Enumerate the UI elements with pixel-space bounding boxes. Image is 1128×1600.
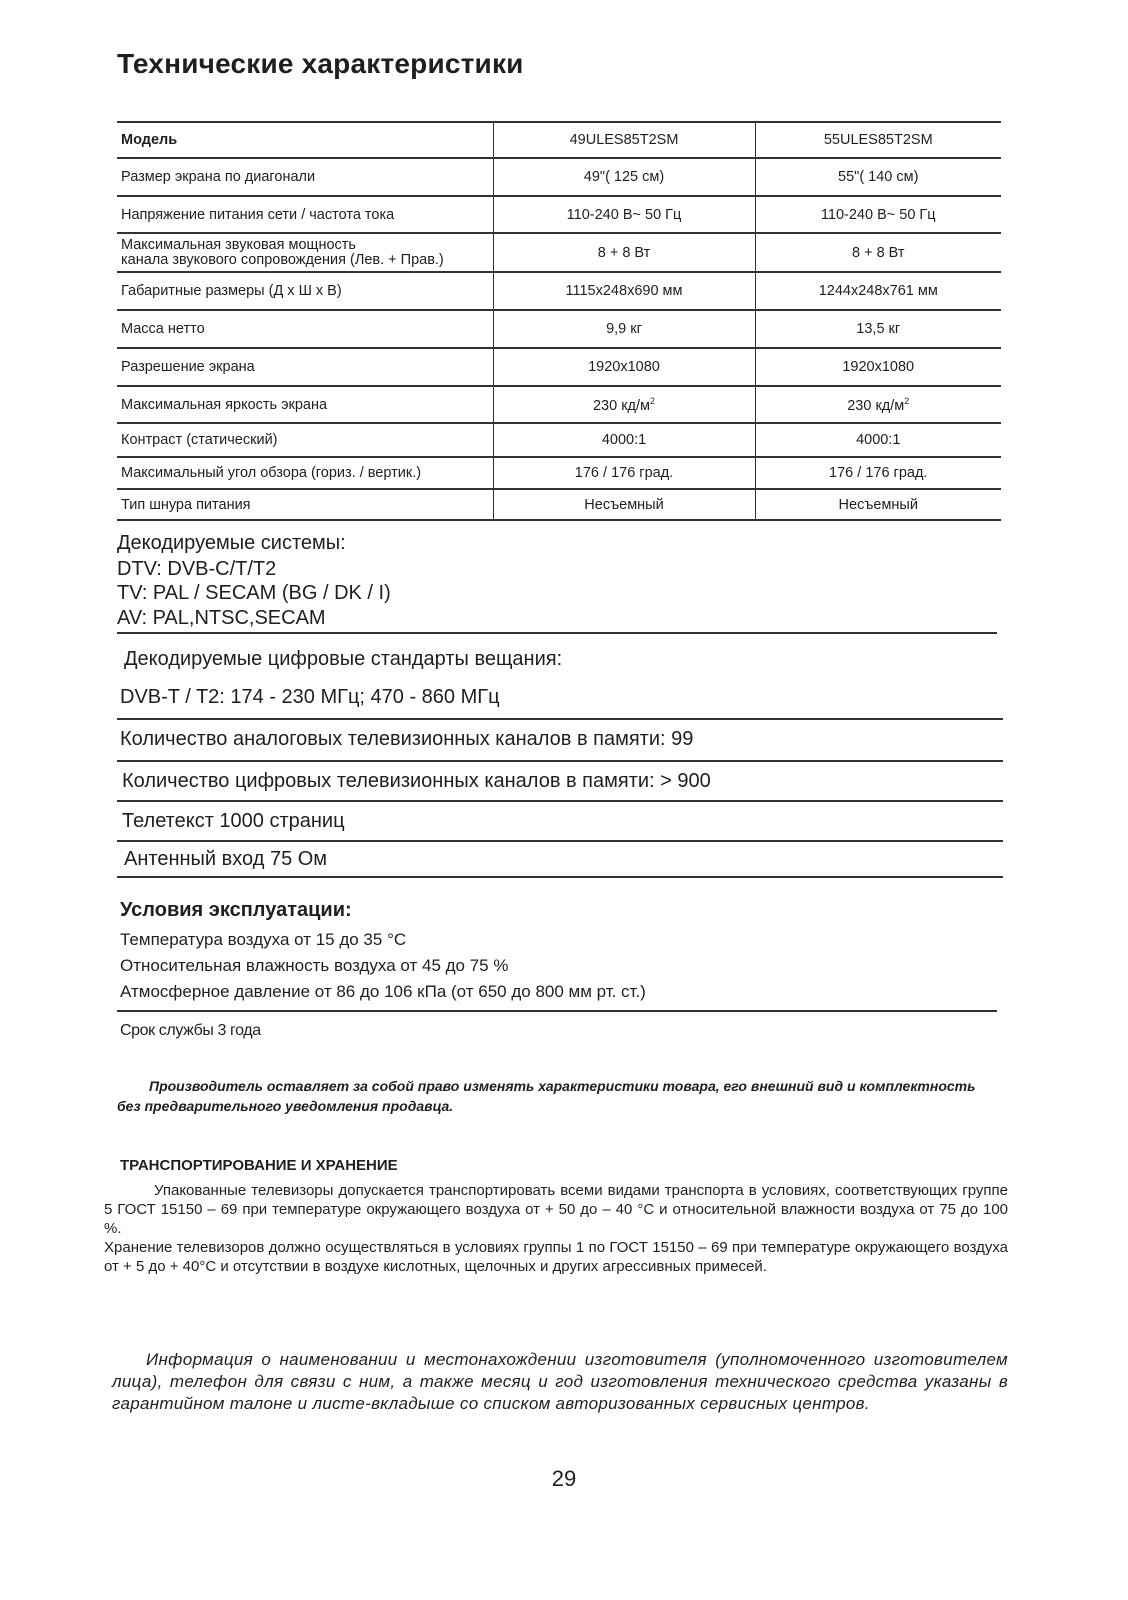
header-label: Модель [117,122,493,158]
notice-line1: Производитель оставляет за собой право изменять характеристики товара, его внешний вид и комплектность [149,1078,976,1094]
digital-standards-value: DVB-T / T2: 174 - 230 МГц; 470 - 860 МГц [120,686,500,708]
table-row [117,196,1001,233]
header-model-a: 49ULES85T2SM [493,122,755,158]
divider [117,632,997,634]
notice-line2: без предварительного уведомления продавца. [117,1098,454,1114]
service-life: Срок службы 3 года [120,1022,261,1039]
row-label: Тип шнура питания [117,489,493,520]
divider [117,718,1003,720]
table-row [117,272,1001,310]
table-row [117,457,1001,489]
row-label: Напряжение питания сети / частота тока [117,196,493,233]
row-value-b: 13,5 кг [755,310,1001,348]
brightness-a: 230 кд/м [592,397,650,414]
row-label-line2: канала звукового сопровождения (Лев. + Прав.) [121,251,444,268]
operating-humidity: Относительная влажность воздуха от 45 до 75 % [120,956,509,975]
page-title: Технические характеристики [117,48,524,79]
divider [117,876,1003,878]
row-label: Разрешение экрана [117,348,493,386]
row-label: Масса нетто [117,310,493,348]
row-value-a: 8 + 8 Вт [493,233,755,272]
table-row [117,386,1001,423]
row-value-a: Несъемный [493,489,755,520]
decoding-tv: TV: PAL / SECAM (BG / DK / I) [117,582,391,604]
row-value-a: 9,9 кг [493,310,755,348]
analog-channels: Количество аналоговых телевизионных каналов в памяти: 99 [120,728,694,750]
digital-channels: Количество цифровых телевизионных каналов в памяти: > 900 [122,770,711,792]
transport-text [104,1181,1008,1276]
row-value-b: 1920x1080 [755,348,1001,386]
row-value-b: 55"( 140 см) [755,158,1001,196]
row-value-b [755,386,1001,423]
superscript: 2 [650,395,656,406]
decoding-av: AV: PAL,NTSC,SECAM [117,607,326,629]
table-row [117,423,1001,457]
superscript: 2 [904,395,910,406]
operating-temperature: Температура воздуха от 15 до 35 °С [120,930,407,949]
row-value-b: 8 + 8 Вт [755,233,1001,272]
table-row [117,310,1001,348]
row-value-a: 4000:1 [493,423,755,457]
transport-paragraph: Упакованные телевизоры допускается транспортировать всеми видами транспорта в условиях, соответствующих группе 5 ГОСТ 15150 – 69 при температуре окружающего воздуха от + 50 до – 40 °С и относительной влажности воздуха от 75 до 100 %. [104,1182,1008,1237]
row-value-b: 110-240 В~ 50 Гц [755,196,1001,233]
decoding-heading: Декодируемые системы: [117,532,346,554]
row-value-a: 110-240 В~ 50 Гц [493,196,755,233]
divider [117,800,1003,802]
row-value-a: 176 / 176 град. [493,457,755,489]
row-value-b: 176 / 176 град. [755,457,1001,489]
row-label: Размер экрана по диагонали [117,158,493,196]
row-value-a: 49"( 125 см) [493,158,755,196]
divider [117,1010,997,1012]
table-header-row [117,122,1001,158]
teletext: Телетекст 1000 страниц [122,810,345,832]
digital-standards-heading: Декодируемые цифровые стандарты вещания: [124,648,563,670]
table-row [117,233,1001,272]
operating-pressure: Атмосферное давление от 86 до 106 кПа (от 650 до 800 мм рт. ст.) [120,982,646,1001]
row-value-a: 1115x248x690 мм [493,272,755,310]
page-number: 29 [551,1466,577,1491]
row-label: Габаритные размеры (Д х Ш х В) [117,272,493,310]
row-label: Максимальная яркость экрана [117,386,493,423]
row-label-line1: Максимальная звуковая мощность [121,236,356,253]
decoding-dtv: DTV: DVB-C/T/T2 [117,558,277,580]
manufacturer-notice [117,1076,1007,1116]
row-value-b: Несъемный [755,489,1001,520]
row-label: Контраст (статический) [117,423,493,457]
row-value-a: 1920x1080 [493,348,755,386]
row-value-a [493,386,755,423]
divider [117,840,1003,842]
table-row [117,348,1001,386]
header-model-b: 55ULES85T2SM [755,122,1001,158]
row-label [117,233,493,272]
row-value-b: 1244x248x761 мм [755,272,1001,310]
row-label: Максимальный угол обзора (гориз. / вертик.) [117,457,493,489]
transport-heading: ТРАНСПОРТИРОВАНИЕ И ХРАНЕНИЕ [120,1157,398,1174]
table-row [117,489,1001,520]
spec-table [117,121,1001,521]
table-row [117,158,1001,196]
row-value-b: 4000:1 [755,423,1001,457]
manufacturer-info: Информация о наименовании и местонахождении изготовителя (уполномоченного изготовителем лица), телефон для связи с ним, а также месяц и год изготовления технического средства указаны в гарантийном талоне и листе-вкладыше со списком авторизованных сервисных центров. [112,1350,1008,1413]
divider [117,760,1003,762]
antenna-input: Антенный вход 75 Ом [124,848,328,870]
brightness-b: 230 кд/м [847,397,905,414]
operating-heading: Условия эксплуатации: [120,899,352,921]
storage-paragraph: Хранение телевизоров должно осуществляться в условиях группы 1 по ГОСТ 15150 – 69 при температуре окружающего воздуха от + 5 до + 40°С и отсутствии в воздухе кислотных, щелочных и других агрессивных примесей. [104,1239,1008,1275]
